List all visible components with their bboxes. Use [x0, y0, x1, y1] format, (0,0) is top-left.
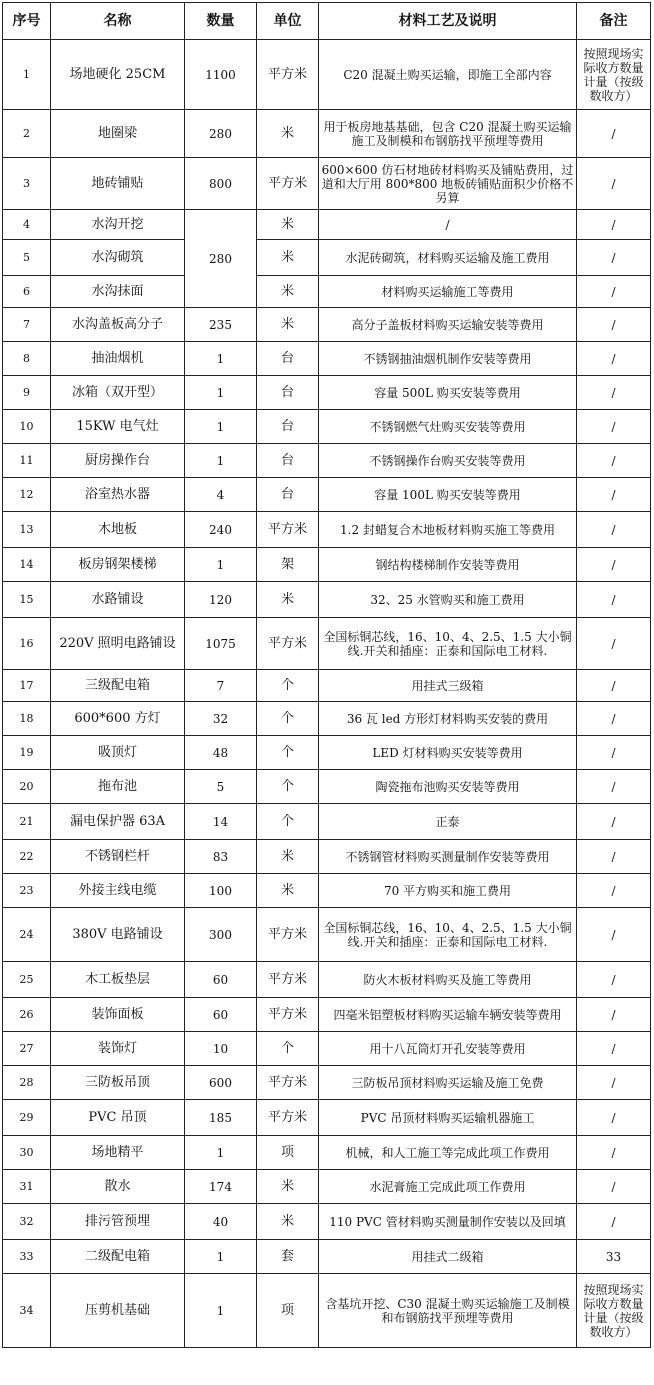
table-row [3, 582, 651, 618]
item-name: 水沟盖板高分子 [51, 308, 185, 342]
item-description: 1.2 封蜡复合木地板材料购买施工等费用 [319, 512, 577, 548]
item-unit: 个 [257, 702, 319, 736]
item-remarks: / [577, 1170, 651, 1204]
item-description: 防火木板材料购买及施工等费用 [319, 962, 577, 998]
item-description: 不锈钢燃气灶购买安装等费用 [319, 410, 577, 444]
table-row [3, 736, 651, 770]
header-remarks: 备注 [577, 3, 651, 40]
table-row [3, 618, 651, 670]
table-row [3, 1240, 651, 1274]
header-quantity: 数量 [185, 3, 257, 40]
item-unit: 米 [257, 110, 319, 158]
row-index: 16 [3, 618, 51, 670]
item-remarks: / [577, 736, 651, 770]
item-name: 漏电保护器 63A [51, 804, 185, 840]
item-remarks: / [577, 804, 651, 840]
table-row [3, 158, 651, 210]
item-description: 不锈钢管材料购买测量制作安装等费用 [319, 840, 577, 874]
row-index: 22 [3, 840, 51, 874]
item-name: 场地精平 [51, 1136, 185, 1170]
item-unit: 平方米 [257, 962, 319, 998]
item-quantity: 32 [185, 702, 257, 736]
row-index: 21 [3, 804, 51, 840]
header-name: 名称 [51, 3, 185, 40]
table-row [3, 840, 651, 874]
item-name: 380V 电路铺设 [51, 908, 185, 962]
row-index: 6 [3, 276, 51, 308]
table-row [3, 1170, 651, 1204]
item-remarks: / [577, 512, 651, 548]
table-row [3, 1136, 651, 1170]
item-quantity: 600 [185, 1066, 257, 1100]
item-name: 排污管预埋 [51, 1204, 185, 1240]
item-description: 32、25 水管购买和施工费用 [319, 582, 577, 618]
item-remarks: / [577, 158, 651, 210]
item-name: 装饰灯 [51, 1032, 185, 1066]
item-description: 全国标铜芯线，16、10、4、2.5、1.5 大小铜线.开关和插座：正泰和国际电工材料. [319, 618, 577, 670]
item-name: 厨房操作台 [51, 444, 185, 478]
item-name: 拖布池 [51, 770, 185, 804]
item-description: 正泰 [319, 804, 577, 840]
item-name: 吸顶灯 [51, 736, 185, 770]
item-description: 36 瓦 led 方形灯材料购买安装的费用 [319, 702, 577, 736]
row-index: 4 [3, 210, 51, 240]
table-row [3, 40, 651, 110]
item-quantity: 800 [185, 158, 257, 210]
row-index: 1 [3, 40, 51, 110]
item-description: 用十八瓦筒灯开孔安装等费用 [319, 1032, 577, 1066]
table-row [3, 1032, 651, 1066]
item-name: 板房钢架楼梯 [51, 548, 185, 582]
row-index: 17 [3, 670, 51, 702]
item-quantity: 7 [185, 670, 257, 702]
item-unit: 平方米 [257, 512, 319, 548]
item-description: 高分子盖板材料购买运输安装等费用 [319, 308, 577, 342]
row-index: 29 [3, 1100, 51, 1136]
table-row [3, 410, 651, 444]
row-index: 19 [3, 736, 51, 770]
header-unit: 单位 [257, 3, 319, 40]
item-unit: 台 [257, 444, 319, 478]
item-unit: 项 [257, 1274, 319, 1348]
item-remarks: / [577, 1066, 651, 1100]
item-unit: 米 [257, 582, 319, 618]
row-index: 33 [3, 1240, 51, 1274]
item-name: 水沟砌筑 [51, 240, 185, 276]
item-quantity: 1 [185, 1136, 257, 1170]
row-index: 14 [3, 548, 51, 582]
item-description: 含基坑开挖、C30 混凝土购买运输施工及制模和布钢筋找平预埋等费用 [319, 1274, 577, 1348]
item-remarks: / [577, 840, 651, 874]
item-remarks: / [577, 770, 651, 804]
row-index: 26 [3, 998, 51, 1032]
item-quantity: 60 [185, 998, 257, 1032]
item-remarks: / [577, 1136, 651, 1170]
item-quantity: 1100 [185, 40, 257, 110]
item-name: 220V 照明电路铺设 [51, 618, 185, 670]
item-unit: 个 [257, 770, 319, 804]
table-row [3, 702, 651, 736]
table-row [3, 998, 651, 1032]
row-index: 28 [3, 1066, 51, 1100]
row-index: 20 [3, 770, 51, 804]
item-name: 地圈梁 [51, 110, 185, 158]
table-row [3, 874, 651, 908]
item-quantity: 174 [185, 1170, 257, 1204]
table-row [3, 770, 651, 804]
table-row [3, 1100, 651, 1136]
row-index: 32 [3, 1204, 51, 1240]
item-quantity: 83 [185, 840, 257, 874]
item-description: LED 灯材料购买安装等费用 [319, 736, 577, 770]
item-remarks: / [577, 962, 651, 998]
item-remarks: / [577, 410, 651, 444]
item-remarks: / [577, 702, 651, 736]
item-description: 不锈钢操作台购买安装等费用 [319, 444, 577, 478]
table-row [3, 210, 651, 240]
item-quantity: 1 [185, 1274, 257, 1348]
item-name: 木地板 [51, 512, 185, 548]
item-name: 抽油烟机 [51, 342, 185, 376]
item-quantity: 40 [185, 1204, 257, 1240]
row-index: 31 [3, 1170, 51, 1204]
item-name: 冰箱（双开型） [51, 376, 185, 410]
item-remarks: / [577, 548, 651, 582]
row-index: 30 [3, 1136, 51, 1170]
table-row [3, 376, 651, 410]
item-name: PVC 吊顶 [51, 1100, 185, 1136]
item-quantity: 300 [185, 908, 257, 962]
item-description: 水泥砖砌筑，材料购买运输及施工费用 [319, 240, 577, 276]
item-description: 钢结构楼梯制作安装等费用 [319, 548, 577, 582]
item-unit: 平方米 [257, 40, 319, 110]
item-name: 水沟开挖 [51, 210, 185, 240]
table-row [3, 670, 651, 702]
item-unit: 架 [257, 548, 319, 582]
header-description: 材料工艺及说明 [319, 3, 577, 40]
item-quantity: 280 [185, 210, 257, 308]
item-quantity: 120 [185, 582, 257, 618]
item-unit: 米 [257, 840, 319, 874]
table-row [3, 240, 651, 276]
item-description: 110 PVC 管材料购买测量制作安装以及回填 [319, 1204, 577, 1240]
item-description: 材料购买运输施工等费用 [319, 276, 577, 308]
table-row [3, 478, 651, 512]
item-description: 水泥膏施工完成此项工作费用 [319, 1170, 577, 1204]
item-unit: 平方米 [257, 618, 319, 670]
item-unit: 个 [257, 1032, 319, 1066]
item-quantity: 48 [185, 736, 257, 770]
item-quantity: 1 [185, 376, 257, 410]
item-description: / [319, 210, 577, 240]
item-name: 浴室热水器 [51, 478, 185, 512]
item-name: 二级配电箱 [51, 1240, 185, 1274]
item-remarks: / [577, 998, 651, 1032]
row-index: 25 [3, 962, 51, 998]
item-unit: 台 [257, 342, 319, 376]
item-name: 装饰面板 [51, 998, 185, 1032]
item-name: 外接主线电缆 [51, 874, 185, 908]
table-row [3, 1066, 651, 1100]
item-name: 水路铺设 [51, 582, 185, 618]
item-remarks: / [577, 276, 651, 308]
row-index: 10 [3, 410, 51, 444]
table-row [3, 512, 651, 548]
row-index: 13 [3, 512, 51, 548]
item-name: 地砖铺贴 [51, 158, 185, 210]
item-remarks: / [577, 342, 651, 376]
item-description: 陶瓷拖布池购买安装等费用 [319, 770, 577, 804]
item-unit: 米 [257, 240, 319, 276]
item-unit: 套 [257, 1240, 319, 1274]
table-row [3, 1274, 651, 1348]
item-description: C20 混凝土购买运输，即施工全部内容 [319, 40, 577, 110]
item-unit: 平方米 [257, 158, 319, 210]
item-description: 容量 100L 购买安装等费用 [319, 478, 577, 512]
item-quantity: 60 [185, 962, 257, 998]
item-unit: 平方米 [257, 1066, 319, 1100]
item-description: 600×600 仿石材地砖材料购买及铺贴费用，过道和大厅用 800*800 地板砖铺贴面积少价格不另算 [319, 158, 577, 210]
item-unit: 米 [257, 874, 319, 908]
row-index: 24 [3, 908, 51, 962]
table-row [3, 342, 651, 376]
item-unit: 个 [257, 736, 319, 770]
item-description: PVC 吊顶材料购买运输机器施工 [319, 1100, 577, 1136]
item-description: 三防板吊顶材料购买运输及施工免费 [319, 1066, 577, 1100]
table-row [3, 110, 651, 158]
item-unit: 米 [257, 1204, 319, 1240]
item-remarks: / [577, 110, 651, 158]
item-description: 四毫米铝塑板材料购买运输车辆安装等费用 [319, 998, 577, 1032]
item-unit: 平方米 [257, 998, 319, 1032]
item-unit: 台 [257, 478, 319, 512]
row-index: 12 [3, 478, 51, 512]
item-name: 三防板吊顶 [51, 1066, 185, 1100]
item-quantity: 100 [185, 874, 257, 908]
item-description: 用挂式二级箱 [319, 1240, 577, 1274]
item-unit: 项 [257, 1136, 319, 1170]
item-remarks: / [577, 308, 651, 342]
item-quantity: 1075 [185, 618, 257, 670]
item-remarks: / [577, 210, 651, 240]
item-name: 木工板垫层 [51, 962, 185, 998]
item-description: 用于板房地基基础，包含 C20 混凝土购买运输施工及制模和布钢筋找平预埋等费用 [319, 110, 577, 158]
header-index: 序号 [3, 3, 51, 40]
item-quantity: 1 [185, 444, 257, 478]
item-remarks: / [577, 1032, 651, 1066]
item-unit: 平方米 [257, 1100, 319, 1136]
item-name: 15KW 电气灶 [51, 410, 185, 444]
item-remarks: / [577, 444, 651, 478]
item-remarks: 33 [577, 1240, 651, 1274]
item-unit: 米 [257, 308, 319, 342]
item-description: 用挂式三级箱 [319, 670, 577, 702]
row-index: 23 [3, 874, 51, 908]
header-row [3, 3, 651, 40]
item-unit: 米 [257, 1170, 319, 1204]
item-quantity: 1 [185, 342, 257, 376]
row-index: 7 [3, 308, 51, 342]
item-unit: 台 [257, 410, 319, 444]
item-description: 不锈钢抽油烟机制作安装等费用 [319, 342, 577, 376]
item-name: 场地硬化 25CM [51, 40, 185, 110]
row-index: 18 [3, 702, 51, 736]
item-remarks: / [577, 670, 651, 702]
item-description: 机械，和人工施工等完成此项工作费用 [319, 1136, 577, 1170]
table-row [3, 308, 651, 342]
item-name: 三级配电箱 [51, 670, 185, 702]
item-unit: 米 [257, 210, 319, 240]
item-remarks: / [577, 908, 651, 962]
item-remarks: 按照现场实际收方数量计量（按级数收方） [577, 1274, 651, 1348]
row-index: 5 [3, 240, 51, 276]
item-quantity: 10 [185, 1032, 257, 1066]
row-index: 27 [3, 1032, 51, 1066]
item-quantity: 4 [185, 478, 257, 512]
item-quantity: 14 [185, 804, 257, 840]
item-unit: 平方米 [257, 908, 319, 962]
item-quantity: 1 [185, 1240, 257, 1274]
item-name: 600*600 方灯 [51, 702, 185, 736]
item-quantity: 1 [185, 410, 257, 444]
row-index: 11 [3, 444, 51, 478]
item-quantity: 235 [185, 308, 257, 342]
item-quantity: 5 [185, 770, 257, 804]
item-name: 压剪机基础 [51, 1274, 185, 1348]
item-unit: 个 [257, 804, 319, 840]
item-name: 散水 [51, 1170, 185, 1204]
item-remarks: / [577, 240, 651, 276]
item-quantity: 1 [185, 548, 257, 582]
item-quantity: 185 [185, 1100, 257, 1136]
row-index: 2 [3, 110, 51, 158]
item-quantity: 240 [185, 512, 257, 548]
item-description: 容量 500L 购买安装等费用 [319, 376, 577, 410]
item-quantity: 280 [185, 110, 257, 158]
item-remarks: / [577, 874, 651, 908]
row-index: 9 [3, 376, 51, 410]
row-index: 34 [3, 1274, 51, 1348]
item-name: 水沟抹面 [51, 276, 185, 308]
item-name: 不锈钢栏杆 [51, 840, 185, 874]
item-remarks: / [577, 478, 651, 512]
row-index: 3 [3, 158, 51, 210]
item-unit: 米 [257, 276, 319, 308]
item-remarks: / [577, 1100, 651, 1136]
table-row [3, 804, 651, 840]
table-row [3, 548, 651, 582]
item-remarks: / [577, 1204, 651, 1240]
item-description: 全国标铜芯线，16、10、4、2.5、1.5 大小铜线.开关和插座：正泰和国际电工材料. [319, 908, 577, 962]
table-row [3, 276, 651, 308]
row-index: 15 [3, 582, 51, 618]
table-row [3, 1204, 651, 1240]
item-unit: 台 [257, 376, 319, 410]
table-row [3, 908, 651, 962]
row-index: 8 [3, 342, 51, 376]
item-remarks: / [577, 376, 651, 410]
table-row [3, 444, 651, 478]
item-remarks: / [577, 582, 651, 618]
item-description: 70 平方购买和施工费用 [319, 874, 577, 908]
item-remarks: 按照现场实际收方数量计量（按级数收方） [577, 40, 651, 110]
item-unit: 个 [257, 670, 319, 702]
table-row [3, 962, 651, 998]
quotation-table [2, 2, 651, 1348]
item-remarks: / [577, 618, 651, 670]
